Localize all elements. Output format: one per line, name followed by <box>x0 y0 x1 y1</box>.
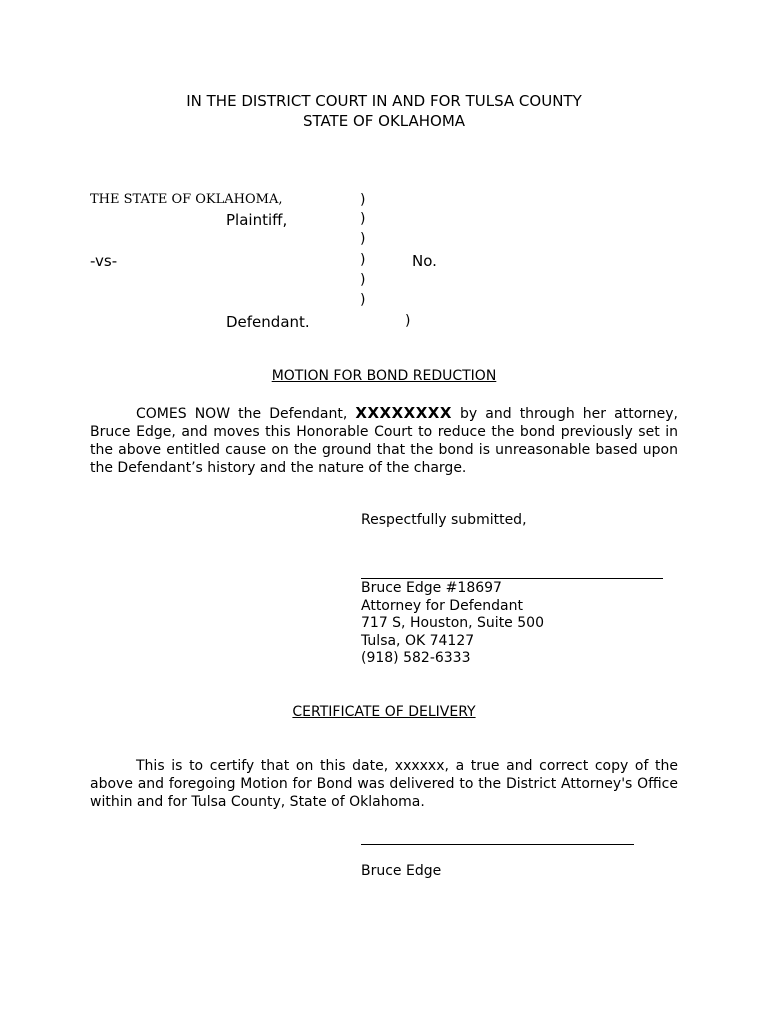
motion-para-start: COMES NOW the Defendant, <box>136 406 356 422</box>
attorney-role: Attorney for Defendant <box>361 597 523 614</box>
caption-paren: ) <box>360 252 366 268</box>
closing-respectfully-submitted: Respectfully submitted, <box>361 512 527 528</box>
attorney-phone: (918) 582-6333 <box>361 650 471 667</box>
certificate-text: This is to certify that on this date, xxxxxx, a true and correct copy of the above and foregoing Motion for Bond was delivered to the District Attorney's Office within and for Tulsa County, State of Oklahoma. <box>90 758 678 810</box>
caption-vs: -vs- <box>90 252 118 270</box>
court-heading-line1: IN THE DISTRICT COURT IN AND FOR TULSA COUNTY <box>186 92 582 110</box>
caption-paren: ) <box>405 313 411 329</box>
caption-plaintiff: Plaintiff, <box>226 211 288 229</box>
caption-defendant: Defendant. <box>226 313 310 331</box>
certificate-signature-line <box>361 844 634 845</box>
certificate-paragraph <box>90 757 678 811</box>
attorney-address-line1: 717 S, Houston, Suite 500 <box>361 615 544 632</box>
defendant-name-placeholder: XXXXXXXX <box>355 404 452 422</box>
motion-paragraph <box>90 404 678 477</box>
caption-paren: ) <box>360 192 366 208</box>
court-heading-line2: STATE OF OKLAHOMA <box>302 112 466 130</box>
attorney-signature-line <box>361 578 663 579</box>
caption-paren: ) <box>360 211 366 227</box>
caption-paren: ) <box>360 231 366 247</box>
motion-para-rest: by and through her attorney, Bruce Edge, and moves this Honorable Court to reduce the bond previously set in the above entitled cause on the ground that the bond is unreasonable based upon the Defendant’s history and the nature of the charge. <box>90 406 678 476</box>
caption-paren: ) <box>360 292 366 308</box>
motion-title: MOTION FOR BOND REDUCTION <box>271 368 497 384</box>
certificate-signer: Bruce Edge <box>361 863 442 879</box>
attorney-signature-block <box>361 580 544 668</box>
caption-case-number-label: No. <box>412 252 437 270</box>
caption-paren: ) <box>360 272 366 288</box>
attorney-address-line2: Tulsa, OK 74127 <box>361 632 475 649</box>
caption-state-of-oklahoma: THE STATE OF OKLAHOMA, <box>90 192 283 207</box>
certificate-title: CERTIFICATE OF DELIVERY <box>292 704 476 720</box>
attorney-name: Bruce Edge #18697 <box>361 580 502 596</box>
